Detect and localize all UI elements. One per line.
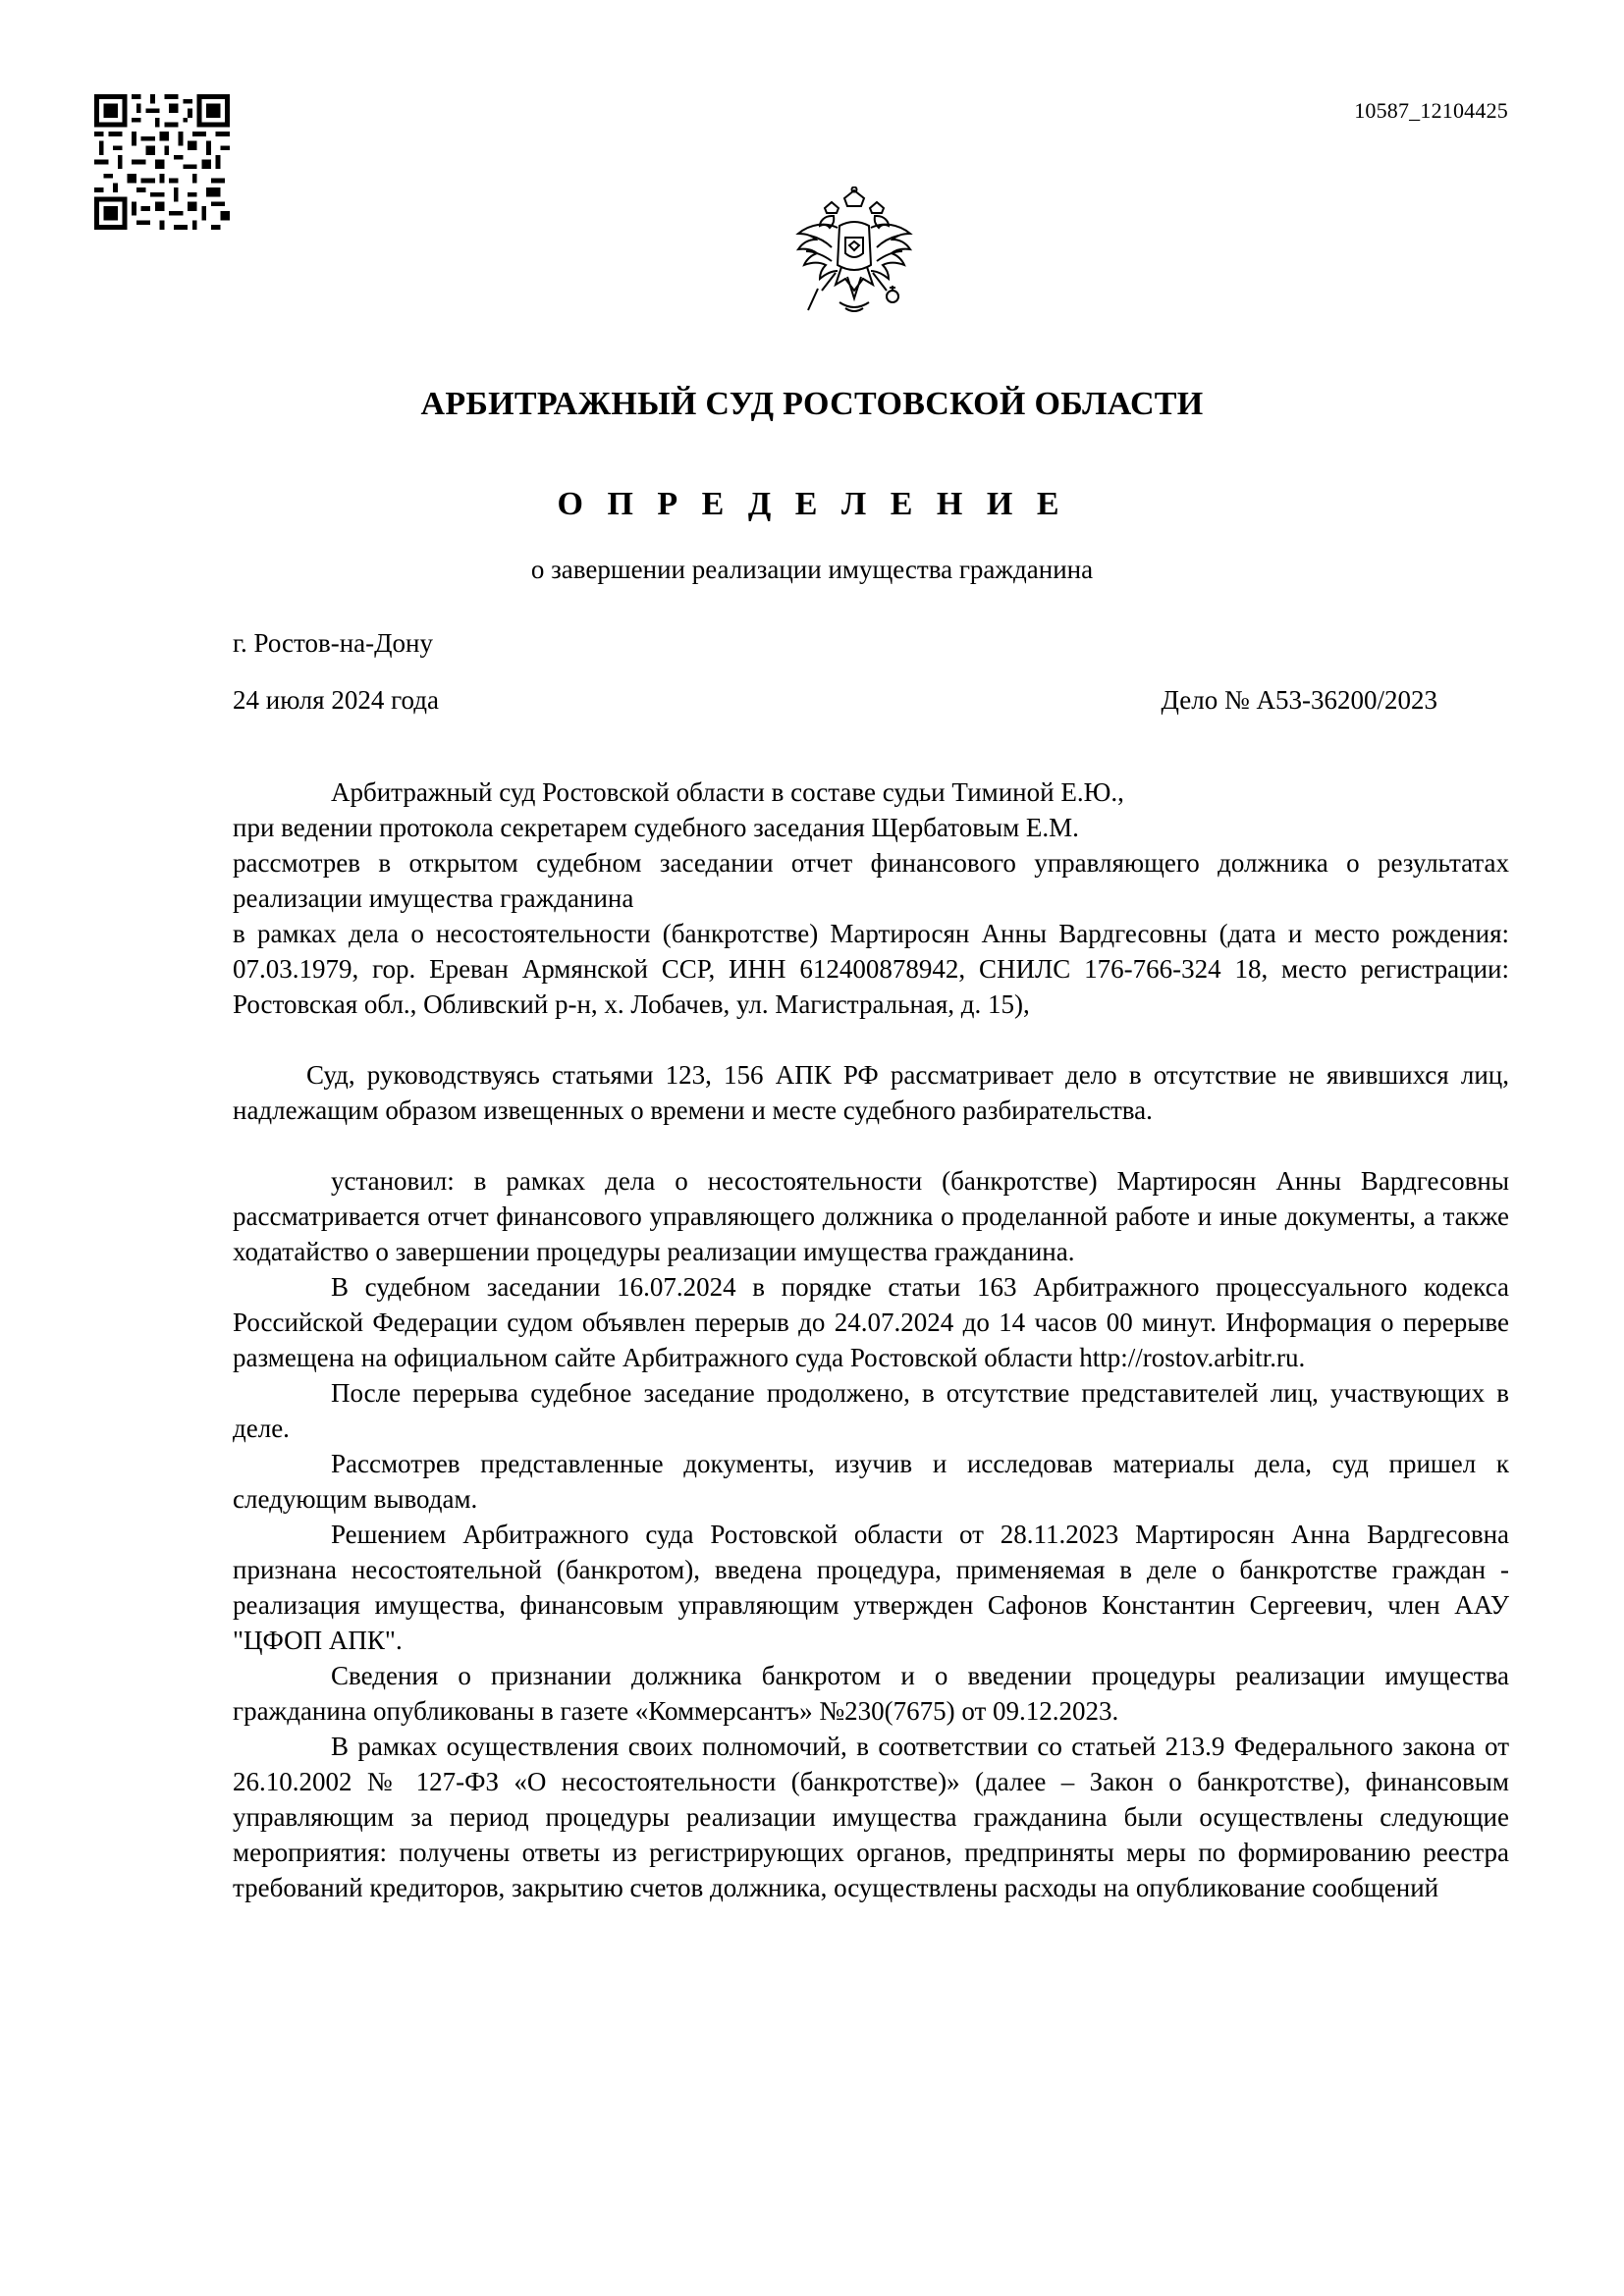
document-subject: о завершении реализации имущества гражданина	[530, 555, 1094, 584]
document-id: 10587_12104425	[1354, 98, 1508, 123]
paragraph-debtor-details: в рамках дела о несостоятельности (банкротстве) Мартиросян Анны Вардгесовны (дата и место рождения: 07.03.1979, гор. Ереван Армянской ССР, ИНН 612400878942, СНИЛС 176-766-324 18, место регистрации: Ростовская обл., Обливский р-н, х. Лобачев, ул. Магистральная, д. 15),	[233, 919, 1509, 1019]
paragraph-considered-report: рассмотрев в открытом судебном заседании отчет финансового управляющего должника о результатах реализации имущества гражданина	[233, 848, 1509, 913]
paragraph-established: установил: в рамках дела о несостоятельности (банкротстве) Мартиросян Анны Вардгесовны рассматривается отчет финансового управляющего должника о проделанной работе и иные документы, а также ходатайство о завершении процедуры реализации имущества гражданина.	[233, 1166, 1509, 1266]
paragraph-recess: В судебном заседании 16.07.2024 в порядке статьи 163 Арбитражного процессуального кодекса Российской Федерации судом объявлен перерыв до 24.07.2024 до 14 часов 00 минут. Информация о перерыве размещена на официальном сайте Арбитражного суда Ростовской области http://rostov.arbitr.ru.	[233, 1272, 1509, 1372]
paragraph-after-recess: После перерыва судебное заседание продолжено, в отсутствие представителей лиц, участвующих в деле.	[233, 1378, 1509, 1443]
paragraph-secretary: при ведении протокола секретарем судебного заседания Щербатовым Е.М.	[233, 813, 1079, 842]
paragraph-conclusions: Рассмотрев представленные документы, изучив и исследовав материалы дела, суд пришел к следующим выводам.	[233, 1449, 1509, 1514]
court-title: АРБИТРАЖНЫЙ СУД РОСТОВСКОЙ ОБЛАСТИ	[420, 386, 1204, 422]
paragraph-manager-actions: В рамках осуществления своих полномочий, в соответствии со статьей 213.9 Федерального закона от 26.10.2002 № 127-ФЗ «О несостоятельности (банкротстве)» (далее – Закон о банкротстве), финансовым управляющим за период процедуры реализации имущества гражданина были осуществлены следующие мероприятия: получены ответы из регистрирующих органов, предприняты меры по формированию реестра требований кредиторов, закрытию счетов должника, осуществлены расходы на опубликование сообщений	[233, 1732, 1509, 1902]
qr-code-icon	[94, 94, 230, 230]
document-type-heading: О П Р Е Д Е Л Е Н И Е	[557, 486, 1067, 522]
document-body	[233, 774, 1509, 1905]
russian-coat-of-arms-icon	[790, 187, 918, 324]
paragraph-absence-of-parties: Суд, руководствуясь статьями 123, 156 АПК РФ рассматривает дело в отсутствие не явившихся лиц, надлежащим образом извещенных о времени и месте судебного разбирательства.	[233, 1060, 1509, 1125]
document-date: 24 июля 2024 года	[233, 685, 439, 715]
case-number: Дело № А53-36200/2023	[1161, 685, 1437, 715]
place-of-issue: г. Ростов-на-Дону	[233, 628, 434, 658]
paragraph-bankruptcy-decision: Решением Арбитражного суда Ростовской области от 28.11.2023 Мартиросян Анна Вардгесовна признана несостоятельной (банкротом), введена процедура, применяемая в деле о банкротстве граждан - реализация имущества, финансовым управляющим утвержден Сафонов Константин Сергеевич, член ААУ "ЦФОП АПК".	[233, 1520, 1509, 1655]
paragraph-court-composition: Арбитражный суд Ростовской области в составе судьи Тиминой Е.Ю.,	[331, 777, 1124, 807]
paragraph-publication: Сведения о признании должника банкротом и о введении процедуры реализации имущества гражданина опубликованы в газете «Коммерсантъ» №230(7675) от 09.12.2023.	[233, 1661, 1509, 1726]
